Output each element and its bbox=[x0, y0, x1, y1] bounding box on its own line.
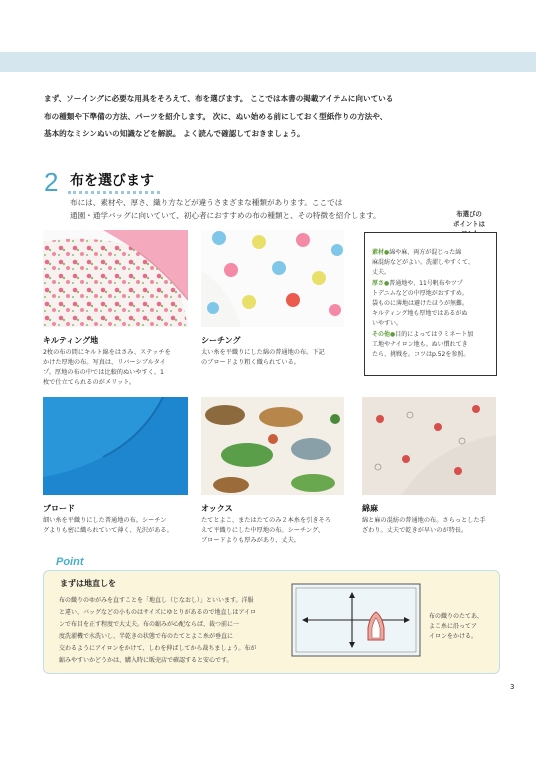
intro-line: まず、ソーイングに必要な用具をそろえて、布を選びます。 ここでは本書の掲載アイテムに向いている bbox=[44, 94, 394, 103]
fabric-desc-line: たてとよこ、またはたてのみ２本糸を引きそろ bbox=[201, 517, 331, 524]
fabric-desc-line: えて平織りにした中厚地の布。シーチング、 bbox=[201, 527, 325, 534]
tip-line: 袋ものに薄地は避けたほうが無難。 bbox=[372, 300, 469, 308]
grain-diagram bbox=[290, 582, 422, 658]
tip-text bbox=[372, 248, 492, 360]
lead-line: 通園・通学バッグに向いていて、初心者におすすめの布の種類と、その特徴を紹介します。 bbox=[70, 211, 381, 220]
section-lead bbox=[70, 196, 430, 222]
fabric-desc-line: のブロードより粗く織られている。 bbox=[201, 359, 300, 366]
photo-cotton-linen bbox=[362, 397, 496, 495]
section-number: 2 bbox=[44, 167, 59, 197]
tip-line-text: 綿や麻、両方が混じった綿 bbox=[389, 249, 462, 256]
intro-line: 布の種類や下準備の方法、パーツを紹介します。 次に、ぬい始める前にしておく型紙作りの方法や、 bbox=[44, 111, 388, 121]
fabric-name: オックス bbox=[201, 504, 233, 513]
tip-heading-line: 布選びの bbox=[456, 210, 482, 218]
fabric-desc bbox=[362, 516, 512, 536]
tip-keyword: 厚さ bbox=[372, 279, 385, 287]
diagram-note bbox=[429, 612, 483, 642]
tip-bullet-icon: ● bbox=[390, 330, 396, 338]
intro-text bbox=[44, 90, 484, 143]
tip-line: 麻混紡などがよい。洗濯しやすくて、 bbox=[372, 259, 474, 267]
page-number: 3 bbox=[510, 683, 515, 691]
fabric-desc-line: プ。厚地の布の中では比較的ぬいやすく、1 bbox=[43, 369, 164, 376]
fabric-name: 綿麻 bbox=[362, 504, 378, 513]
section-title-underline bbox=[68, 186, 160, 194]
tip-line: キルティング地も厚地ではあるがぬ bbox=[372, 310, 468, 318]
section-title: 布を選びます bbox=[70, 173, 154, 189]
fabric-desc-line: 枚で仕立てられるのがメリット。 bbox=[43, 379, 136, 386]
tip-line bbox=[372, 330, 492, 340]
point-line: と違い、バッグなどの小ものはサイズにゆとりがあるので地直しはアイロ bbox=[59, 609, 256, 616]
tip-line bbox=[372, 248, 492, 258]
fabric-desc-line: ざわり。丈夫で乾きが早いのが特長。 bbox=[362, 527, 468, 534]
fabric-desc-line: グよりも密に織られていて薄く、光沢がある。 bbox=[43, 527, 173, 534]
tip-line bbox=[372, 279, 492, 289]
fabric-desc-line: かけた厚地の布。写真は、リバーシブルタイ bbox=[43, 359, 166, 366]
fabric-desc bbox=[201, 516, 356, 546]
tip-line: たら、挑戦を。コツはp.52を参照。 bbox=[372, 351, 470, 359]
fabric-desc bbox=[201, 348, 351, 368]
point-subtitle: まずは地直しを bbox=[60, 579, 116, 588]
fabric-desc-line: 細い糸を平織りにした普通地の布。シーチン bbox=[43, 517, 167, 524]
tip-line: トデニムなどの中厚地がおすすめ。 bbox=[372, 289, 468, 297]
tip-line: いやすい。 bbox=[372, 320, 403, 328]
tip-line: 丈夫。 bbox=[372, 269, 391, 277]
point-line: 度洗濯機で水洗いし、半乾きの状態で布のたてとよこ糸が垂直に bbox=[59, 633, 234, 640]
fabric-name: シーチング bbox=[201, 336, 241, 345]
diagram-note-line: 布の織りのたてあ、 bbox=[429, 613, 483, 620]
fabric-name: ブロード bbox=[43, 504, 75, 513]
photo-quilting bbox=[43, 230, 188, 327]
point-line: ンで布目を正す程度で大丈夫。布の縮みが心配ならば、裁つ前に一 bbox=[59, 621, 240, 628]
fabric-desc bbox=[43, 348, 193, 388]
point-line: 交わるようにアイロンをかけて、しわを伸ばしてから裁ちましょう。布が bbox=[59, 645, 257, 652]
header-band bbox=[0, 52, 536, 72]
tip-line: 工地やナイロン地も。ぬい慣れてき bbox=[372, 340, 468, 348]
point-line: 縮みやすいかどうかは、購入時に販売店で確認すると安心です。 bbox=[59, 657, 233, 664]
point-label: Point bbox=[52, 556, 88, 568]
tip-bullet-icon: ● bbox=[384, 249, 390, 256]
tip-bullet-icon: ● bbox=[384, 279, 390, 287]
diagram-note-line: よこ糸に沿ってア bbox=[429, 623, 478, 630]
photo-sheeting bbox=[201, 230, 344, 327]
diagram-note-line: イロンをかける。 bbox=[429, 633, 478, 640]
tip-keyword: その他 bbox=[372, 330, 391, 338]
fabric-desc-line: 綿と麻の混紡の普通地の布。さらっとした手 bbox=[362, 517, 486, 524]
lead-line: 布には、素材や、厚さ、織り方などが違うさまざまな種類があります。ここでは bbox=[70, 198, 343, 207]
tip-keyword: 素材 bbox=[372, 249, 385, 256]
photo-oxford bbox=[201, 397, 344, 495]
intro-line: 基本的なミシンぬいの知識などを解説。 よく読んで確認しておきましょう。 bbox=[44, 129, 305, 138]
fabric-desc-line: 2枚の布の間にキルト綿をはさみ、ステッチを bbox=[43, 349, 171, 356]
point-line: 布の織りのゆがみを直すことを「地直し（じなおし）」といいます。洋服 bbox=[59, 597, 254, 604]
photo-broad bbox=[43, 397, 188, 495]
fabric-desc bbox=[43, 516, 193, 536]
tip-heading-line: ポイントは bbox=[453, 219, 485, 228]
fabric-desc-line: ブロードよりも厚みがあり、丈夫。 bbox=[201, 537, 300, 544]
fabric-name: キルティング地 bbox=[43, 336, 99, 345]
fabric-desc-line: 太い糸を平織りにした綿の普通地の布。下記 bbox=[201, 349, 325, 356]
point-body bbox=[59, 595, 272, 667]
tip-line-text: 目的によってはラミネート加 bbox=[395, 330, 474, 338]
tip-line-text: 普通地や、11号帆布やツプ bbox=[389, 279, 463, 287]
